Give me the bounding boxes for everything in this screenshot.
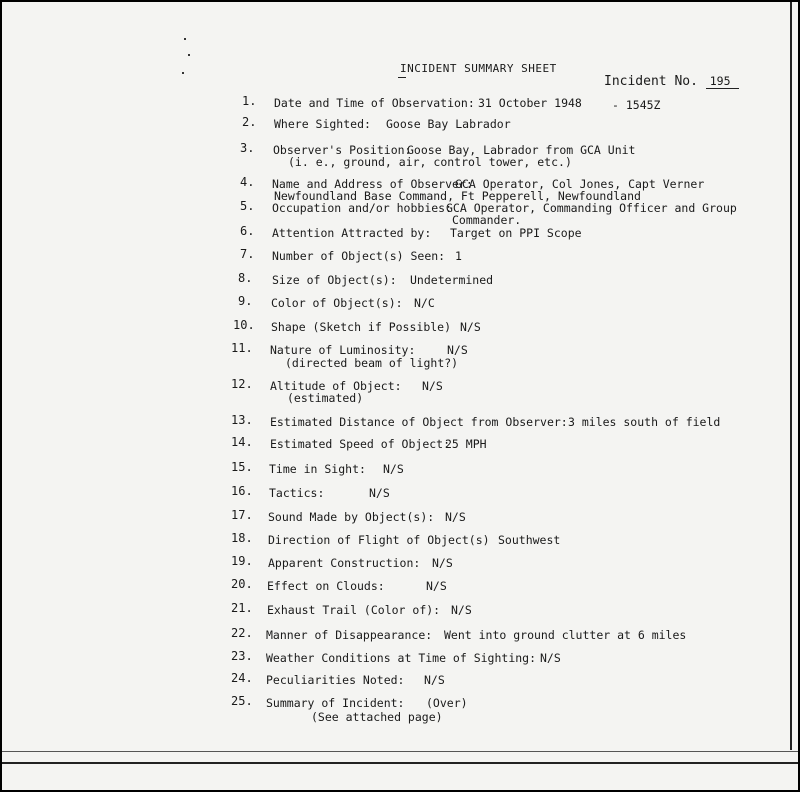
item-value: N/S — [369, 486, 390, 500]
item-label: Where Sighted: — [274, 117, 371, 131]
item-label: Time in Sight: — [269, 462, 366, 476]
item-number: 21. — [231, 601, 253, 615]
item-number: 9. — [238, 294, 253, 308]
item-number: 19. — [231, 554, 253, 568]
incident-number-field — [604, 74, 739, 89]
item-label: Altitude of Object: — [270, 379, 402, 393]
item-label: Number of Object(s) Seen: — [272, 249, 446, 263]
document-title — [400, 62, 557, 75]
item-sublabel: (i. e., ground, air, control tower, etc.) — [288, 155, 572, 169]
scan-edge-bottom-line — [2, 751, 798, 752]
item-label: Apparent Construction: — [268, 556, 421, 570]
item-value: N/S — [540, 651, 561, 665]
document-title-text: INCIDENT SUMMARY SHEET — [400, 62, 557, 75]
item-value: 25 MPH — [445, 437, 487, 451]
item-label: Manner of Disappearance: — [266, 628, 433, 642]
incident-number-label: Incident No. — [604, 74, 698, 89]
item-value: N/S — [424, 673, 445, 687]
scan-edge-right — [790, 2, 792, 750]
item-value: Goose Bay Labrador — [386, 117, 511, 131]
item-value: Undetermined — [410, 273, 494, 287]
item-number: 13. — [231, 413, 253, 427]
item-number: 10. — [233, 318, 255, 332]
scan-speck — [184, 38, 186, 40]
item-number: 3. — [240, 141, 255, 155]
item-number: 16. — [231, 484, 253, 498]
item-number: 23. — [231, 649, 253, 663]
item-number: 20. — [231, 577, 253, 591]
item-number: 25. — [231, 694, 253, 708]
item-value: N/S — [460, 320, 481, 334]
item-number: 18. — [231, 531, 253, 545]
item-number: 22. — [231, 626, 253, 640]
item-value: N/S — [451, 603, 472, 617]
scan-speck — [188, 54, 190, 56]
item-number: 6. — [240, 224, 255, 238]
item-value: GCA Operator, Col Jones, Capt Verner — [455, 177, 705, 191]
item-label: Summary of Incident: — [266, 696, 405, 710]
item-value: (Over) — [426, 696, 468, 710]
item-label: Exhaust Trail (Color of): — [267, 603, 441, 617]
item-label: Effect on Clouds: — [267, 579, 385, 593]
item-sublabel: Commander. — [452, 213, 522, 227]
document-page — [2, 2, 798, 790]
item-label: Estimated Speed of Object: — [270, 437, 451, 451]
item-sublabel: (See attached page) — [311, 710, 443, 724]
item-number: 5. — [240, 199, 255, 213]
item-value: N/S — [432, 556, 453, 570]
item-label: Tactics: — [269, 486, 325, 500]
item-label: Date and Time of Observation: — [274, 96, 475, 110]
item-label: Nature of Luminosity: — [270, 343, 416, 357]
item-label: Weather Conditions at Time of Sighting: — [266, 651, 537, 665]
item-sublabel: Newfoundland Base Command, Ft Pepperell, Newfoundland — [274, 189, 641, 203]
item-value: Southwest — [498, 533, 561, 547]
item-number: 14. — [231, 435, 253, 449]
item-label: Direction of Flight of Object(s) — [268, 533, 490, 547]
item-value: 3 miles south of field — [568, 415, 721, 429]
item-value: Goose Bay, Labrador from GCA Unit — [407, 143, 636, 157]
item-value: GCA Operator, Commanding Officer and Group — [446, 201, 737, 215]
scan-edge-bottom — [2, 762, 798, 764]
item-value: N/C — [414, 296, 435, 310]
item-number: 8. — [238, 271, 253, 285]
item-label: Occupation and/or hobbies: — [272, 201, 453, 215]
item-number: 17. — [231, 508, 253, 522]
item-value: 1 — [455, 249, 462, 263]
item-label: Shape (Sketch if Possible) — [271, 320, 452, 334]
item-value: N/S — [426, 579, 447, 593]
item-number: 11. — [231, 341, 253, 355]
item-label: Observer's Position: — [273, 143, 412, 157]
item-value: Target on PPI Scope — [450, 226, 582, 240]
item-number: 12. — [231, 377, 253, 391]
item-extra-value: - 1545Z — [612, 98, 661, 112]
item-number: 15. — [231, 460, 253, 474]
item-number: 4. — [240, 175, 255, 189]
item-value: N/S — [445, 510, 466, 524]
item-label: Color of Object(s): — [271, 296, 403, 310]
item-number: 24. — [231, 671, 253, 685]
item-label: Peculiarities Noted: — [266, 673, 405, 687]
item-number: 2. — [242, 115, 257, 129]
item-label: Name and Address of Observer: — [272, 177, 473, 191]
item-number: 7. — [240, 247, 255, 261]
item-label: Sound Made by Object(s): — [268, 510, 435, 524]
item-value: N/S — [422, 379, 443, 393]
item-label: Size of Object(s): — [272, 273, 397, 287]
item-number: 1. — [242, 94, 257, 108]
item-sublabel: (directed beam of light?) — [285, 356, 459, 370]
item-label: Estimated Distance of Object from Observer: — [270, 415, 568, 429]
incident-number-value: 195 — [706, 74, 739, 89]
item-sublabel: (estimated) — [287, 391, 364, 405]
item-value: N/S — [447, 343, 468, 357]
item-value: Went into ground clutter at 6 miles — [444, 628, 687, 642]
item-value: 31 October 1948 — [478, 96, 582, 110]
scan-speck — [182, 72, 184, 74]
item-value: N/S — [383, 462, 404, 476]
item-label: Attention Attracted by: — [272, 226, 432, 240]
